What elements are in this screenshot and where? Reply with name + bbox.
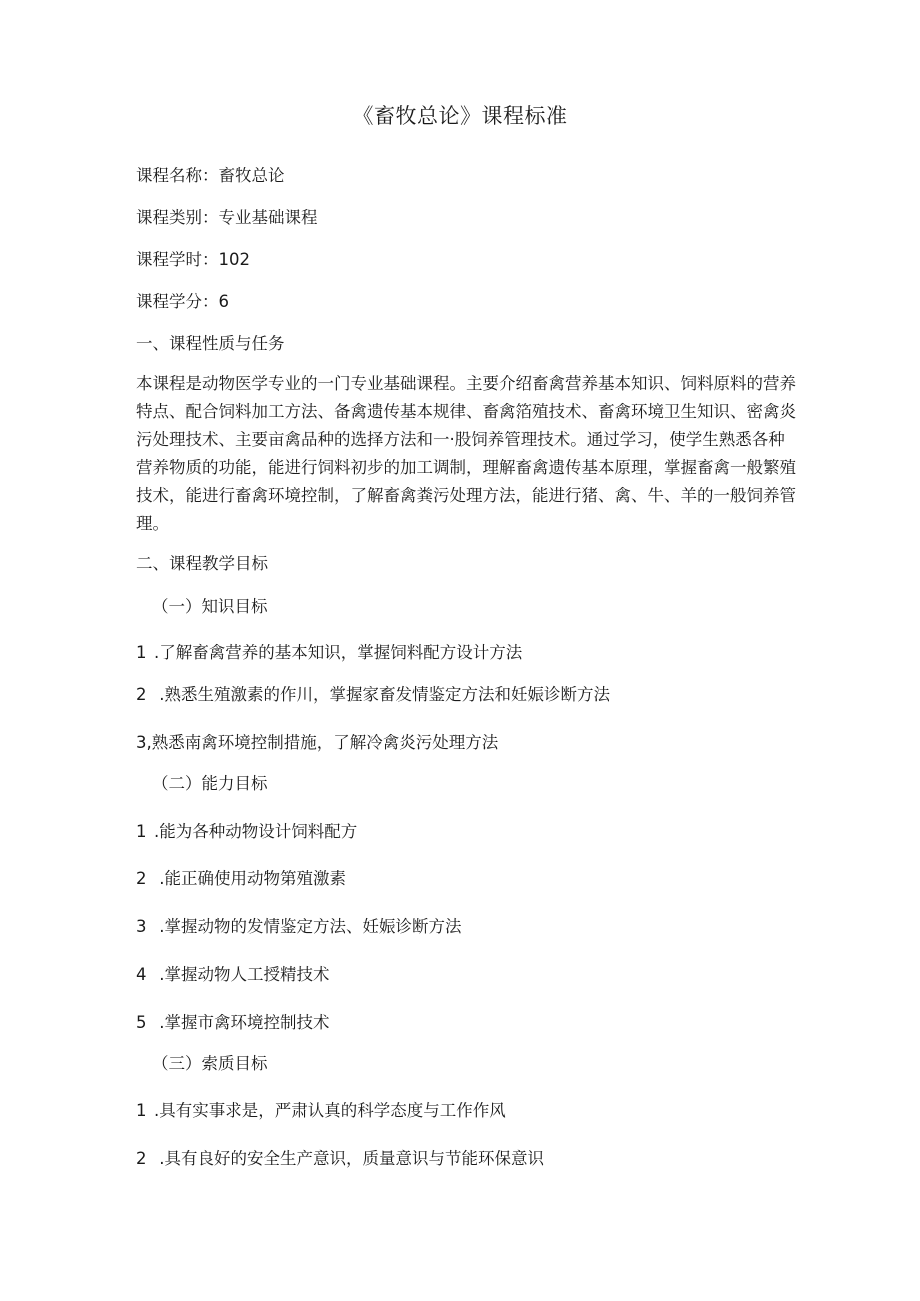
ability-item [136, 913, 462, 937]
section-body-nature [136, 370, 796, 538]
subheading-quality: （三）索质目标 [152, 1054, 268, 1073]
document-title: 《畜牧总论》课程标准 [352, 104, 568, 128]
item-number: 2 [136, 869, 147, 888]
item-text: .掌握市禽环境控制技术 [154, 1013, 330, 1032]
section-heading-nature: 一、课程性质与任务 [136, 334, 285, 353]
item-text: .掌握动物人工授精技术 [154, 965, 330, 984]
quality-item [136, 1145, 544, 1169]
item-text: .具有良好的安全生产意识，质量意识与节能环保意识 [154, 1149, 544, 1168]
quality-item [136, 1097, 506, 1121]
item-number: 1 [136, 1101, 147, 1120]
knowledge-item [136, 639, 522, 663]
course-category: 课程类别：专业基础课程 [136, 208, 318, 227]
item-number: 1 [136, 822, 147, 841]
section-body-text: 本课程是动物医学专业的一门专业基础课程。主要介绍畜禽营养基本知识、饲料原料的营养特点、配合饲料加工方法、备禽遗传基本规律、畜禽箔殖技术、畜禽环境卫生知识、密禽炎污处理技术、主要亩禽品种的选择方法和一·股饲养管理技术。通过学习，使学生熟悉各种营养物质的功能，能进行饲料初步的加工调制，理解畜禽遗传基本原理，掌握畜禽一般繁殖技术，能进行畜禽环境控制，了解畜禽粪污处理方法，能进行猪、禽、牛、羊的一般饲养管理。 [136, 374, 796, 533]
course-hours: 课程学时：102 [136, 250, 250, 269]
knowledge-item [136, 729, 498, 753]
course-credits: 课程学分：6 [136, 292, 229, 311]
item-number: 2 [136, 1149, 147, 1168]
item-text: .能为各种动物设计饲料配方 [154, 822, 358, 841]
course-name: 课程名称：畜牧总论 [136, 166, 285, 185]
ability-item [136, 865, 346, 889]
ability-item [136, 1009, 330, 1033]
ability-item [136, 961, 330, 985]
item-number: 5 [136, 1013, 147, 1032]
subheading-knowledge: （一）知识目标 [152, 597, 268, 616]
item-text: .熟悉生殖激素的作川，掌握家畜发情鉴定方法和妊娠诊断方法 [154, 685, 610, 704]
item-number: 3 [136, 917, 147, 936]
ability-item [136, 818, 357, 842]
item-number: 2 [136, 685, 147, 704]
item-text: 3,熟悉南禽环境控制措施，了解冷禽炎污处理方法 [136, 733, 499, 752]
item-text: .能正确使用动物第殖激素 [154, 869, 346, 888]
item-number: 4 [136, 965, 147, 984]
section-heading-objectives: 二、课程教学目标 [136, 554, 268, 573]
item-text: .了解畜禽营养的基本知识，掌握饲料配方设计方法 [154, 643, 523, 662]
knowledge-item [136, 681, 610, 705]
item-text: .掌握动物的发情鉴定方法、妊娠诊断方法 [154, 917, 462, 936]
item-number: 1 [136, 643, 147, 662]
subheading-ability: （二）能力目标 [152, 774, 268, 793]
item-text: .具有实事求是，严肃认真的科学态度与工作作风 [154, 1101, 506, 1120]
